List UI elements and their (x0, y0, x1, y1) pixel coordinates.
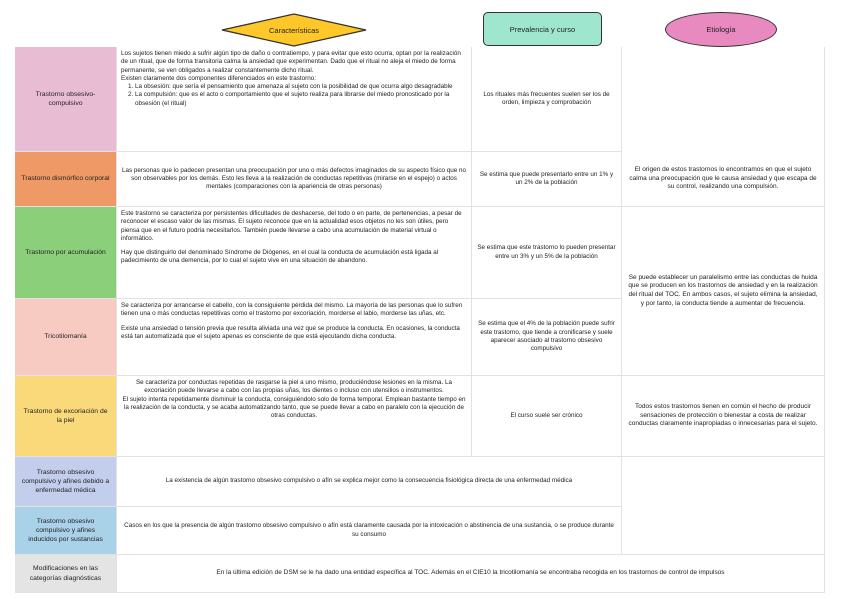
desc-toc-li1: 1. La obsesión: que sería el pensamiento que amenaza al sujeto con la posibilidad de que ocurra algo desagradable (135, 83, 467, 91)
desc-toc-li2: 2. La compulsión: que es el acto o comportamiento que el sujeto realiza para librarse del miedo pronosticado por la obsesión (el ritual) (135, 91, 467, 108)
desc-dismorfico-text: Las personas que lo padecen presentan una preocupación por uno o más defectos imaginados de su aspecto físico que no son observables por los demás. Esto les lleva a la realización de conductas repetitivas (mirarse en el espejo) o actos mentales (comparaciones con la apariencia de otras personas) (121, 166, 467, 191)
desc-enfermedad (117, 457, 622, 507)
prev-tricotilomania (472, 299, 622, 376)
row-label-tricotilomania-text: Tricotilomanía (44, 333, 87, 341)
desc-excoriacion-p1: Se caracteriza por conductas repetidas de rasgarse la piel a uno mismo, produciéndose lesiones en la misma. La excoriación puede llevarse a cabo con las propias uñas, los dientes o incluso con utensilios o instrumentos. (135, 379, 453, 395)
desc-modificaciones-text: En la última edición de DSM se le ha dado una entidad específica al TOC. Además en el CIE10 la tricotilomanía se encontraba recogida en los trastornos de control de impulsos (216, 569, 725, 577)
etio-3 (622, 376, 825, 457)
row-label-sustancias (15, 507, 117, 555)
desc-dismorfico (117, 152, 472, 207)
row-label-enfermedad (15, 457, 117, 507)
desc-enfermedad-text: La existencia de algún trastorno obsesivo compulsivo o afín se explica mejor como la consecuencia fisiológica directa de una enfermedad médica (165, 477, 573, 485)
desc-toc-p2: Existen claramente dos componentes diferenciados en este trastorno: (121, 74, 316, 82)
row-label-acumulacion (15, 207, 117, 299)
desc-sustancias (117, 507, 622, 555)
prev-toc (472, 47, 622, 152)
desc-acumulacion (117, 207, 472, 299)
prev-dismorfico-text: Se estima que puede presentarlo entre un 1% y un 2% de la población (479, 170, 614, 186)
prev-excoriacion (472, 376, 622, 457)
etio-2-text: Se puede establecer un paralelismo entre las conductas de huida que se producen en los trastornos de ansiedad y en la realización del ritual del TOC. En ambos casos, el sujeto elimina la ansiedad, y por tanto, la conducta tiende a aumentar de frecuencia. (628, 273, 818, 307)
row-label-excoriacion (15, 376, 117, 457)
desc-acumulacion-p2: Hay que distinguirlo del denominado Síndrome de Diógenes, en el cual la conducta de acumulación está ligada al padecimiento de una demencia, por lo cual el sujeto vive en una situación de abandono. (121, 249, 439, 265)
header-caracteristicas-label: Características (268, 25, 319, 35)
row-label-toc (15, 47, 117, 152)
desc-tricotilomania-p1: Se caracteriza por arrancarse el cabello, con la consiguiente pérdida del mismo. La mayoría de las personas que lo sufren tienen una o más conductas repetitivas como el trastorno por excoriación, morderse el labio, morderse las uñas, etc. (121, 302, 463, 318)
header-etiologia-label: Etiología (706, 25, 736, 34)
desc-sustancias-text: Casos en los que la presencia de algún trastorno obsesivo compulsivo o afín está claramente causada por la intoxicación o abstinencia de una sustancia, o se produce durante su consumo (124, 522, 614, 538)
desc-excoriacion-p2: El sujeto intenta repetidamente disminuir la conducta, consiguiéndolo solo de forma temporal. Emplean bastante tiempo en la realización de la conducta, y se acaba automatizando tanto, que se puede llevar a cabo en paralelo con la ejecución de otras conductas. (122, 395, 466, 420)
prev-acumulacion (472, 207, 622, 299)
header-caracteristicas (221, 13, 367, 47)
etio-2 (622, 207, 825, 376)
row-label-toc-text: Trastorno obsesivo-compulsivo (35, 90, 96, 107)
desc-toc-p1: Los sujetos tienen miedo a sufrir algún tipo de daño o contratiempo, y para evitar que esto ocurra, optan por la realización de un ritual, que de forma transitoria calma la ansiedad que experimentan. Dado que el ritual no aleja el miedo de forma permanente, se ven obligados a realizar constantemente dicho ritual. (121, 50, 461, 74)
etio-3-text: Todos estos trastornos tienen en común el hecho de producir sensaciones de protección o bienestar a costa de realizar conductas claramente inapropiadas o innecesarias para el sujeto. (628, 403, 818, 428)
row-label-sustancias-text: Trastorno obsesivo compulsivo y afines inducidos por sustancias (28, 517, 103, 544)
prev-excoriacion-text: El curso suele ser crónico (510, 411, 583, 419)
prev-acumulacion-text: Se estima que este trastorno lo pueden presentar entre un 3% y un 5% de la población (477, 244, 616, 260)
header-prevalencia-label: Prevalencia y curso (509, 24, 576, 34)
prev-toc-text: Los rituales más frecuentes suelen ser los de orden, limpieza y comprobación (483, 90, 610, 106)
etio-1 (622, 152, 825, 207)
etio-empty-top (622, 47, 825, 152)
prev-dismorfico (472, 152, 622, 207)
desc-tricotilomania (117, 299, 472, 376)
desc-excoriacion (117, 376, 472, 457)
desc-toc (117, 47, 472, 152)
etio-1-text: El origen de estos trastornos lo encontramos en que el sujeto calma una preocupación que le causa ansiedad y que escapa de su control, realizando una compulsión. (629, 166, 817, 191)
row-label-excoriacion-text: Trastorno de excoriación de la piel (23, 407, 108, 424)
row-label-tricotilomania (15, 299, 117, 376)
row-label-dismorfico-text: Trastorno dismórfico corporal (21, 175, 110, 183)
disorders-table (15, 47, 825, 593)
row-label-dismorfico (15, 152, 117, 207)
desc-modificaciones (117, 555, 825, 593)
etio-empty-bottom (622, 457, 825, 555)
row-label-modificaciones-text: Modificaciones en las categorías diagnósticas (29, 565, 102, 582)
desc-tricotilomania-p2: Existe una ansiedad o tensión previa que resulta aliviada una vez que se produce la conducta. En ocasiones, la conducta está tan automatizada que el sujeto apenas es consciente de que está ejecutando dicha conducta. (121, 324, 460, 340)
row-label-acumulacion-text: Trastorno por acumulación (25, 248, 106, 256)
desc-toc-list (121, 83, 467, 108)
header-etiologia (665, 12, 777, 47)
row-label-modificaciones (15, 555, 117, 593)
prev-tricotilomania-text: Se estima que el 4% de la población puede sufrir este trastorno, que tiende a cronificarse y suele aparecer asociado al trastorno obsesivo compulsivo (478, 320, 615, 353)
header-prevalencia (483, 12, 602, 46)
row-label-enfermedad-text: Trastorno obsesivo compulsivo y afines debido a enfermedad médica (21, 468, 110, 495)
desc-acumulacion-p1: Este trastorno se caracteriza por persistentes dificultades de deshacerse, del todo o en parte, de pertenencias, a pesar de reconocer el escaso valor de las mismas. El sujeto reconoce que en la actualidad esos objetos no les son útiles, pero piensa que en el futuro podría necesitarlos. También puede llevarse a cabo una acumulación de material virtual o informático. (121, 210, 462, 242)
